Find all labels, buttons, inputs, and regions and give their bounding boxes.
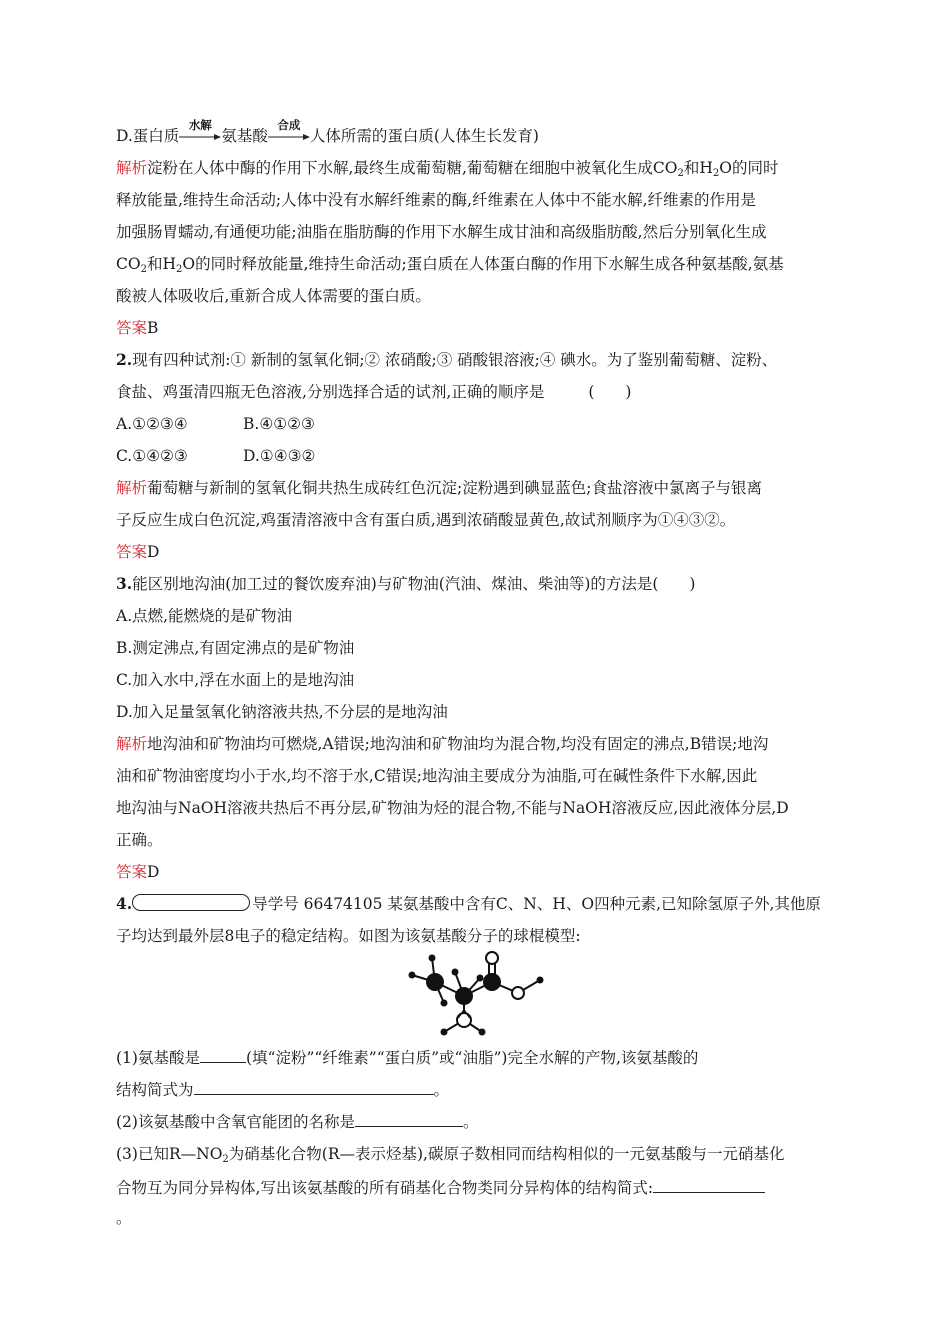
q1-analysis-line-1: 解析淀粉在人体中酶的作用下水解,最终生成葡萄糖,葡萄糖在细胞中被氧化生成$CO_2$和$H_2O$的同时 [116, 159, 779, 179]
q1-analysis-line-5: 酸被人体吸收后,重新合成人体需要的蛋白质。 [116, 287, 431, 305]
q2-answer: 答案D [116, 543, 160, 561]
hydrogen-atom [441, 1000, 448, 1007]
q3-option-a: A.点燃,能燃烧的是矿物油 [116, 607, 293, 625]
q4-part-3-line-3: 。 [116, 1209, 132, 1227]
question-number: 2. [116, 350, 133, 369]
q3-option-c: C.加入水中,浮在水面上的是地沟油 [116, 671, 355, 689]
q2-stem-line-2: 食盐、鸡蛋清四瓶无色溶液,分别选择合适的试剂,正确的顺序是 ( ) [116, 383, 632, 401]
q3-option-d: D.加入足量氢氧化钠溶液共热,不分层的是地沟油 [116, 703, 448, 721]
synthesis-arrow: 合成 [268, 126, 310, 146]
hydrogen-atom [452, 969, 459, 976]
analysis-label: 解析 [116, 479, 148, 497]
q4-part-1-line-2: 结构简式为 。 [116, 1078, 449, 1100]
hydrolysis-arrow: 水解 [179, 126, 221, 146]
carbon-atom [426, 973, 444, 991]
carbon-atom [455, 987, 473, 1005]
carbon-atom [483, 973, 501, 991]
nitrogen-atom [457, 1013, 471, 1027]
q1-analysis-line-4: $CO_2$和$H_2O$的同时释放能量,维持生命活动;蛋白质在人体蛋白酶的作用下水解生成各种氨基酸,氨基 [116, 255, 784, 275]
q3-answer: 答案D [116, 863, 160, 881]
q2-stem-line-1: 2.现有四种试剂:① 新制的氢氧化铜;② 浓硝酸;③ 硝酸银溶液;④ 碘水。为了鉴别葡萄糖、淀粉、 [116, 350, 778, 369]
q1-analysis-line-3: 加强肠胃蠕动,有通便功能;油脂在脂肪酶的作用下水解生成甘油和高级脂肪酸,然后分别氧化生成 [116, 223, 767, 241]
q3-stem: 3.能区别地沟油(加工过的餐饮废弃油)与矿物油(汽油、煤油、柴油等)的方法是( ) [116, 574, 696, 593]
answer-blank[interactable] [355, 1110, 463, 1127]
q4-part-3-line-2: 合物互为同分异构体,写出该氨基酸的所有硝基化合物类同分异构体的结构简式: [116, 1176, 765, 1198]
answer-paren: ( ) [588, 383, 632, 401]
answer-blank[interactable] [653, 1176, 765, 1193]
q4-part-3-line-1: (3)已知$R—NO_2$为硝基化合物(R—表示烃基),碳原子数相同而结构相似的一元氨基酸与一元硝基化 [116, 1145, 785, 1165]
right-arrow-icon [268, 132, 310, 142]
q2-options-ab: A.①②③④ B.④①②③ [116, 415, 315, 433]
answer-blank[interactable] [200, 1046, 246, 1063]
hydrogen-atom [477, 975, 484, 982]
q3-analysis-line-1: 解析地沟油和矿物油均可燃烧,A错误;地沟油和矿物油均为混合物,均没有固定的沸点,B错误;地沟 [116, 735, 769, 753]
hydrogen-atom [429, 955, 436, 962]
answer-label: 答案 [116, 319, 148, 337]
q3-analysis-line-2: 油和矿物油密度均小于水,均不溶于水,C错误;地沟油主要成分为油脂,可在碱性条件下水解,因此 [116, 767, 758, 785]
hydrogen-atom [537, 977, 544, 984]
q4-part-2: (2)该氨基酸中含氧官能团的名称是 。 [116, 1110, 478, 1132]
q3-option-b: B.测定沸点,有固定沸点的是矿物油 [116, 639, 355, 657]
analysis-label: 解析 [116, 159, 148, 177]
right-arrow-icon [179, 132, 221, 142]
q1-answer: 答案B [116, 319, 159, 337]
q2-options-cd: C.①④②③ D.①④③② [116, 447, 316, 465]
ball-and-stick-model-figure [400, 948, 560, 1044]
hydrogen-atom [409, 972, 416, 979]
oxygen-atom [512, 987, 524, 999]
q4-stem-line-1: 4. 导学号 66474105 某氨基酸中含有C、N、H、O四种元素,已知除氢原子外,其他原 [116, 894, 821, 913]
q4-stem-line-2: 子均达到最外层8电子的稳定结构。如图为该氨基酸分子的球棍模型: [116, 927, 581, 945]
question-number: 4. [116, 894, 133, 913]
answer-label: 答案 [116, 863, 148, 881]
q4-part-1-line-1: (1)氨基酸是 (填“淀粉”“纤维素”“蛋白质”或“油脂”)完全水解的产物,该氨基酸的 [116, 1046, 698, 1068]
question-tag-badge [132, 894, 250, 911]
answer-blank[interactable] [194, 1078, 434, 1095]
answer-label: 答案 [116, 543, 148, 561]
analysis-label: 解析 [116, 735, 148, 753]
option-d-line: D.蛋白质 水解 氨基酸 合成 人体所需的蛋白质(人体生长发育) [116, 118, 539, 145]
hydrogen-atom [479, 1029, 486, 1036]
oxygen-atom [486, 952, 498, 964]
q2-analysis-line-2: 子反应生成白色沉淀,鸡蛋清溶液中含有蛋白质,遇到浓硝酸显黄色,故试剂顺序为①④③②。 [116, 511, 736, 529]
q3-analysis-line-4: 正确。 [116, 831, 163, 849]
q1-analysis-line-2: 释放能量,维持生命活动;人体中没有水解纤维素的酶,纤维素在人体中不能水解,纤维素的作用是 [116, 191, 757, 209]
q3-analysis-line-3: 地沟油与NaOH溶液共热后不再分层,矿物油为烃的混合物,不能与NaOH溶液反应,因此液体分层,D [116, 799, 789, 817]
question-number: 3. [116, 574, 133, 593]
q2-analysis-line-1: 解析葡萄糖与新制的氢氧化铜共热生成砖红色沉淀;淀粉遇到碘显蓝色;食盐溶液中氯离子与银离 [116, 479, 762, 497]
hydrogen-atom [441, 1029, 448, 1036]
